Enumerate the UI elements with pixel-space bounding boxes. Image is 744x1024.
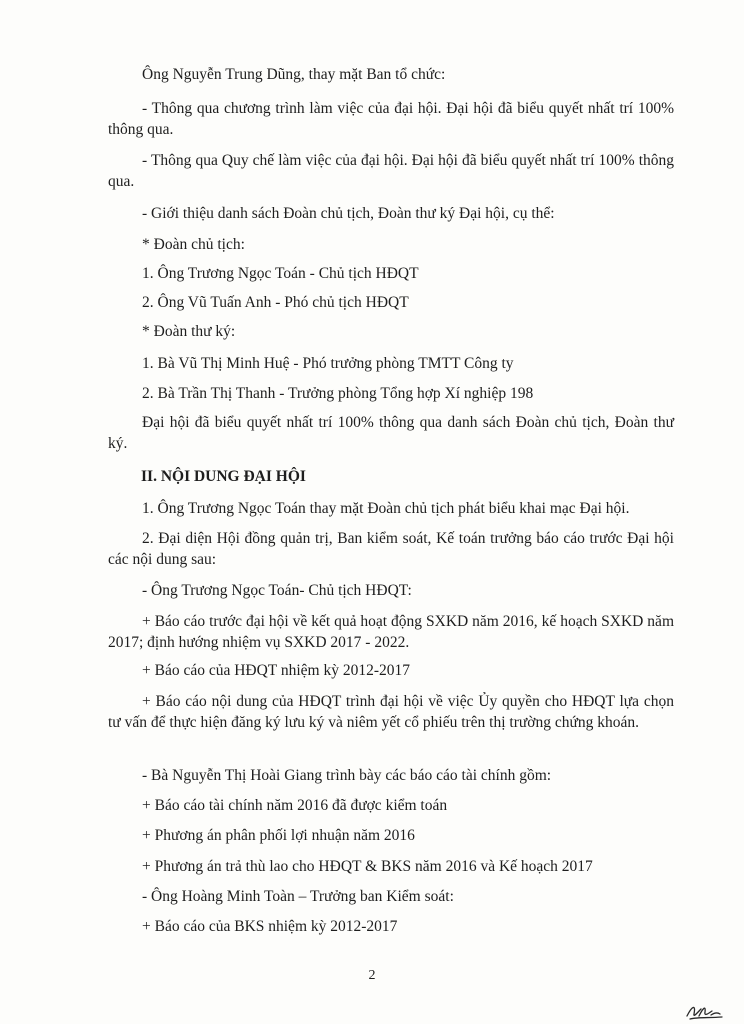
content-opening-speech: 1. Ông Trương Ngọc Toán thay mặt Đoàn chủ tịch phát biểu khai mạc Đại hội. [142,500,630,517]
content-supervisory-label: - Ông Hoàng Minh Toàn – Trưởng ban Kiểm soát: [142,888,454,905]
secretariat-label: * Đoàn thư ký: [142,323,236,340]
initials-signature [684,1000,732,1022]
content-audited-financials: + Báo cáo tài chính năm 2016 đã được kiểm toán [142,797,448,814]
presidium-member-2: 2. Ông Vũ Tuấn Anh - Phó chủ tịch HĐQT [142,294,409,311]
page-number: 2 [368,968,376,983]
section-heading: II. NỘI DUNG ĐẠI HỘI [141,468,306,485]
secretariat-member-1: 1. Bà Vũ Thị Minh Huệ - Phó trưởng phòng TMTT Công ty [142,355,514,372]
paragraph-agenda-approval: - Thông qua chương trình làm việc của đại hội. Đại hội đã biểu quyết nhất trí 100% thông qua. [108,100,674,138]
paragraph-rules-approval: - Thông qua Quy chế làm việc của đại hội. Đại hội đã biểu quyết nhất trí 100% thông qua. [108,152,674,190]
content-remuneration-plan: + Phương án trả thù lao cho HĐQT & BKS năm 2016 và Kế hoạch 2017 [142,858,593,875]
content-reports-intro: 2. Đại diện Hội đồng quản trị, Ban kiểm soát, Kế toán trưởng báo cáo trước Đại hội các nội dung sau: [108,530,674,568]
content-supervisory-report: + Báo cáo của BKS nhiệm kỳ 2012-2017 [142,918,398,935]
content-business-report: + Báo cáo trước đại hội về kết quả hoạt động SXKD năm 2016, kế hoạch SXKD năm 2017; định hướng nhiệm vụ SXKD 2017 - 2022. [108,613,674,651]
presidium-member-1: 1. Ông Trương Ngọc Toán - Chủ tịch HĐQT [142,265,419,282]
paragraph-presidium-intro: - Giới thiệu danh sách Đoàn chủ tịch, Đoàn thư ký Đại hội, cụ thể: [142,205,555,222]
content-authorization-report: + Báo cáo nội dung của HĐQT trình đại hội về việc Ủy quyền cho HĐQT lựa chọn tư vấn để thực hiện đăng ký lưu ký và niêm yết cổ phiếu trên thị trường chứng khoán. [108,693,674,731]
presidium-label: * Đoàn chủ tịch: [142,236,245,253]
content-profit-distribution: + Phương án phân phối lợi nhuận năm 2016 [142,827,415,844]
content-board-report: + Báo cáo của HĐQT nhiệm kỳ 2012-2017 [142,662,411,679]
secretariat-member-2: 2. Bà Trần Thị Thanh - Trưởng phòng Tổng hợp Xí nghiệp 198 [142,385,534,402]
content-finance-intro: - Bà Nguyễn Thị Hoài Giang trình bày các báo cáo tài chính gồm: [142,767,552,784]
content-chairman-label: - Ông Trương Ngọc Toán- Chủ tịch HĐQT: [142,582,412,599]
paragraph-list-approval: Đại hội đã biểu quyết nhất trí 100% thông qua danh sách Đoàn chủ tịch, Đoàn thư ký. [108,414,674,452]
intro-line: Ông Nguyễn Trung Dũng, thay mặt Ban tổ chức: [142,66,446,83]
